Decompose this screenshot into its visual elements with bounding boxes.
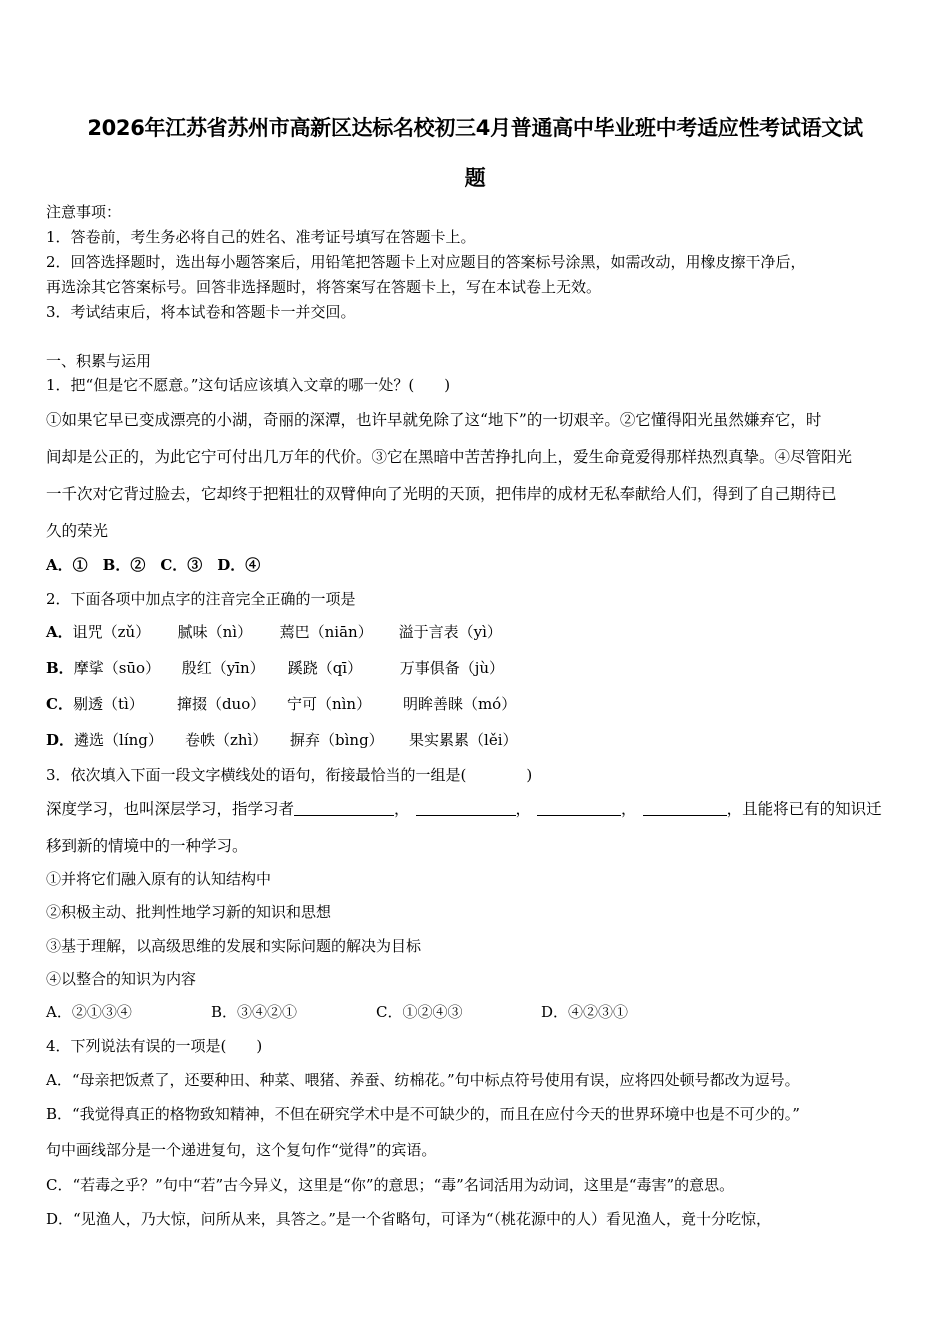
separator: ， [621, 800, 637, 818]
option-label: D． [46, 731, 75, 749]
option-item: 摩挲（sūo） [73, 659, 161, 677]
option-item: 腻味（nì） [177, 623, 253, 641]
q3-text-line2: 移到新的情境中的一种学习。 [46, 837, 248, 855]
section-heading: 一、积累与运用 [46, 352, 152, 370]
option-item: B．③④②① [211, 1003, 298, 1021]
option-label: B． [46, 659, 74, 677]
notice-item: 2．回答选择题时，选出每小题答案后，用铅笔把答题卡上对应题目的答案标号涂黑，如需改动，用橡皮擦干净后， [46, 253, 806, 271]
q3-stem: 3．依次填入下面一段文字横线处的语句，衔接最恰当的一组是( ) [46, 766, 533, 784]
q3-text-start: 深度学习，也叫深层学习，指学习者 [46, 800, 295, 818]
q3-choice: ③基于理解，以高级思维的发展和实际问题的解决为目标 [46, 937, 422, 955]
separator: ， [515, 800, 532, 818]
separator: ， [394, 800, 410, 818]
option-item: A．②①③④ [46, 1003, 132, 1021]
option-item: 蔫巴（niān） [279, 623, 373, 641]
q2-option-c [46, 694, 516, 714]
option-item: 溢于言表（yì） [398, 623, 502, 641]
q1-passage-line: 一千次对它背过脸去，它却终于把粗壮的双臂伸向了光明的天顶，把伟岸的成材无私奉献给人们，得到了自己期待已 [46, 485, 837, 503]
q2-option-d [46, 730, 518, 750]
option-item: 宁可（nìn） [286, 695, 372, 713]
q3-choice: ①并将它们融入原有的认知结构中 [46, 870, 272, 888]
answer-blank [643, 801, 727, 816]
notice-heading: 注意事项： [46, 203, 122, 221]
q3-text-end: ，且能将已有的知识迁 [726, 800, 882, 818]
q4-option-line: 句中画线部分是一个递进复句，这个复句作“觉得”的宾语。 [46, 1141, 437, 1159]
q2-option-b [46, 658, 504, 678]
option-item: 诅咒（zǔ） [72, 623, 151, 641]
q4-option-line: C．“若毒之乎？”句中“若”古今异义，这里是“你”的意思；“毒”名词活用为动词，这里是“毒害”的意思。 [46, 1176, 735, 1194]
option-item: 殷红（yīn） [181, 659, 265, 677]
notice-item: 1．答卷前，考生务必将自己的姓名、准考证号填写在答题卡上。 [46, 228, 476, 246]
exam-title-line2: 题 [464, 166, 486, 190]
q4-option-line: D．“见渔人，乃大惊，问所从来，具答之。”是一个省略句，可译为“（桃花源中的人）看见渔人，竟十分吃惊， [46, 1210, 772, 1228]
option-item: 撺掇（duo） [176, 695, 266, 713]
option-item: 万事俱备（jù） [399, 659, 504, 677]
q1-passage-line: 久的荣光 [46, 522, 109, 540]
q1-stem: 1．把“但是它不愿意。”这句话应该填入文章的哪一处？( ) [46, 376, 451, 394]
answer-blank [537, 801, 621, 816]
option-item: 蹊跷（qī） [287, 659, 363, 677]
q4-stem: 4．下列说法有误的一项是( ) [46, 1037, 263, 1055]
option-label: C． [46, 695, 73, 713]
option-item: 卷帙（zhì） [185, 731, 268, 749]
q4-option-line: A．“母亲把饭煮了，还要种田、种菜、喂猪、养蚕、纺棉花。”句中标点符号使用有误，应将四处顿号都改为逗号。 [46, 1071, 800, 1089]
option-item: 明眸善睐（mó） [402, 695, 517, 713]
q2-option-a [46, 622, 502, 642]
answer-blank [294, 801, 394, 816]
option-label: A． [46, 623, 73, 641]
exam-title-line1: 2026年江苏省苏州市高新区达标名校初三4月普通高中毕业班中考适应性考试语文试 [87, 116, 863, 140]
q3-text [46, 799, 882, 819]
notice-item: 3．考试结束后，将本试卷和答题卡一并交回。 [46, 303, 356, 321]
q1-passage-line: ①如果它早已变成漂亮的小湖，奇丽的深潭，也许早就免除了这“地下”的一切艰辛。②它懂得阳光虽然嫌弃它，时 [46, 411, 822, 429]
option-item: 果实累累（lěi） [409, 731, 518, 749]
answer-blank [416, 801, 516, 816]
notice-item: 再选涂其它答案标号。回答非选择题时，将答案写在答题卡上，写在本试卷上无效。 [46, 278, 602, 296]
q2-stem: 2．下面各项中加点字的注音完全正确的一项是 [46, 590, 356, 608]
option-item: 剔透（tì） [72, 695, 144, 713]
q4-option-line: B．“我觉得真正的格物致知精神，不但在研究学术中是不可缺少的，而且在应付今天的世界环境中也是不可少的。” [46, 1105, 800, 1123]
q3-choice: ④以整合的知识为内容 [46, 970, 197, 988]
option-item: 遴选（líng） [74, 731, 163, 749]
option-item: 摒弃（bìng） [290, 731, 384, 749]
q1-options: A．① B．② C．③ D．④ [46, 556, 261, 574]
q3-choice: ②积极主动、批判性地学习新的知识和思想 [46, 903, 332, 921]
option-item: D．④②③① [541, 1003, 629, 1021]
option-item: C．①②④③ [376, 1003, 463, 1021]
q3-options [46, 1002, 628, 1022]
q1-passage-line: 间却是公正的，为此它宁可付出几万年的代价。③它在黑暗中苦苦挣扎向上，爱生命竟爱得那样热烈真挚。④尽管阳光 [46, 448, 853, 466]
